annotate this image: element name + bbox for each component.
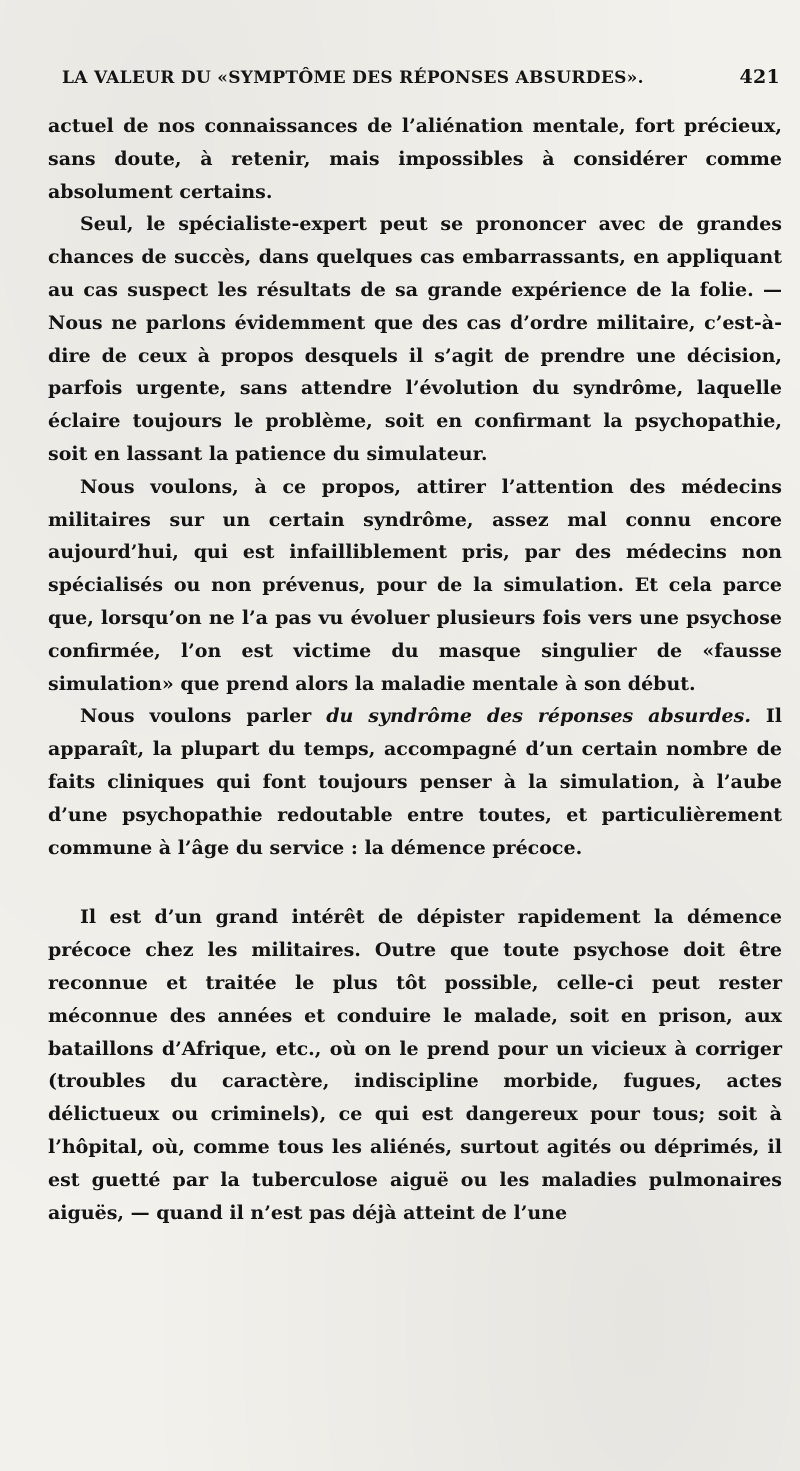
paragraph-absurd-answers-syndrome: Nous voulons parler du syndrôme des réponses absurdes. Il apparaît, la plupart du temps, accompagné d’un certain nombre de faits cliniques qui font toujours penser à la simulation, à l’aube d’une psychopathie redoutable entre toutes, et particulièrement commune à l’âge du service : la démence précoce. xyxy=(48,705,783,859)
running-head xyxy=(62,66,780,96)
paragraph-specialist-expert: Seul, le spécialiste-expert peut se prononcer avec de grandes chances de succès, dans quelques cas embarrassants, en appliquant au cas suspect les résultats de sa grande expérience de la folie. — Nous ne parlons évidemment que des cas d’ordre militaire, c’est-à-dire de ceux à propos desquels il s’agit de prendre une décision, parfois urgente, sans attendre l’évolution du syndrôme, laquelle éclaire toujours le problème, soit en confirmant la psychopathie, soit en lassant la patience du simulateur. xyxy=(48,213,782,465)
paragraph-continuation: actuel de nos connaissances de l’aliénation mentale, fort précieux, sans doute, à retenir, mais impossibles à considérer comme absolument certains. xyxy=(48,115,782,203)
paragraph-dementia-praecox: Il est d’un grand intérêt de dépister rapidement la démence précoce chez les militaires. Outre que toute psychose doit être reconnue et traitée le plus tôt possible, celle-ci peut rester méconnue des années et conduire le malade, soit en prison, aux bataillons d’Afrique, etc., où on le prend pour un vicieux à corriger (troubles du caractère, indiscipline morbide, fugues, actes délictueux ou criminels), ce qui est dangereux pour tous; soit à l’hôpital, où, comme tous les aliénés, surtout agités ou déprimés, il est guetté par la tuberculose aiguë ou les maladies pulmonaires aiguës, — quand il n’est pas déjà atteint de l’une xyxy=(48,906,782,1224)
italic-syndrome-name: du syndrôme des réponses absurdes. xyxy=(326,705,751,728)
page-number: 421 xyxy=(739,66,780,88)
body-text xyxy=(48,110,782,1229)
paragraph-military-doctors: Nous voulons, à ce propos, attirer l’attention des médecins militaires sur un certain syndrôme, assez mal connu encore aujourd’hui, qui est infailliblement pris, par des médecins non spécialisés ou non prévenus, pour de la simulation. Et cela parce que, lorsqu’on ne l’a pas vu évoluer plusieurs fois vers une psychose confirmée, l’on est victime du masque singulier de «fausse simulation» que prend alors la maladie mentale à son début. xyxy=(48,475,782,695)
running-head-title: LA VALEUR DU «SYMPTÔME DES RÉPONSES ABSURDES». xyxy=(62,68,644,88)
